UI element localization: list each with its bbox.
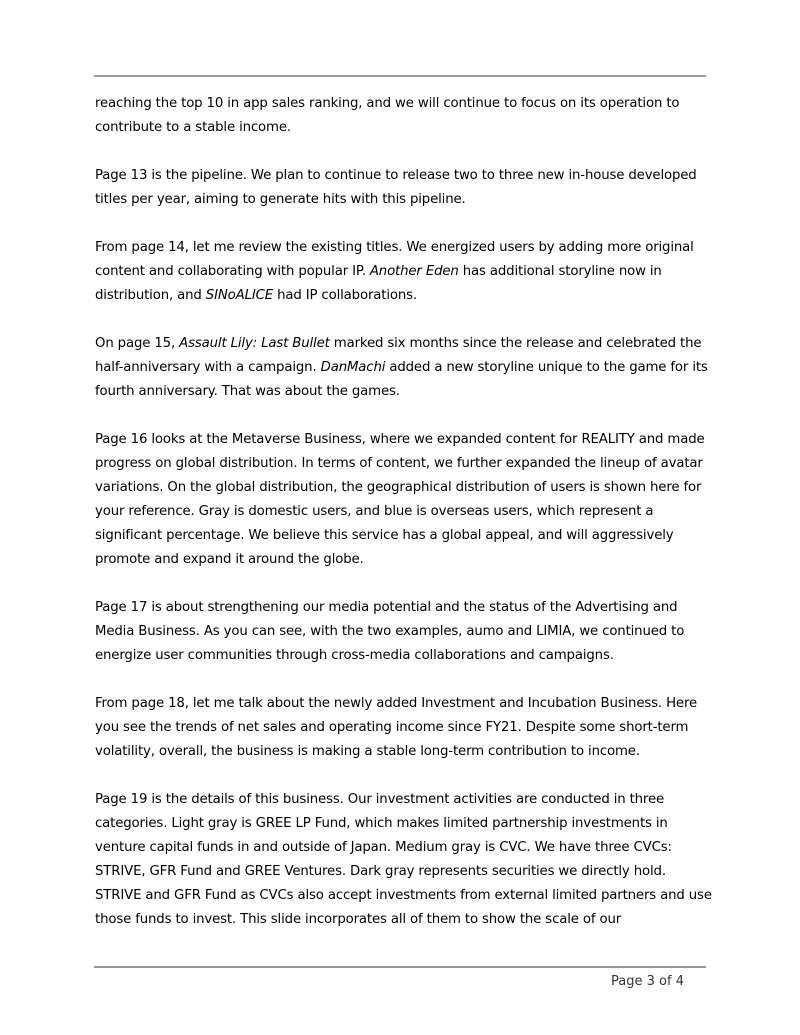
footer-rule xyxy=(94,966,706,968)
text-segment: Page 19 is the details of this business. Our investment activities are conducted in three categories. Light gray is GREE LP Fund, which makes limited partnership investments in venture capital funds in and outside of Japan. Medium gray is CVC. We have three CVCs: STRIVE, GFR Fund and GREE Ventures. Dark gray represents securities we directly hold. STRIVE and GFR Fund as CVCs also accept investments from external limited partners and use those funds to invest. This slide incorporates all of them to show the scale of our xyxy=(95,792,712,927)
paragraph xyxy=(95,164,715,212)
text-segment: has additional storyline now in distribution, and xyxy=(95,264,662,303)
text-segment: marked six months since the release and celebrated the half-anniversary with a campaign. xyxy=(95,336,702,375)
text-segment: From page 18, let me talk about the newly added Investment and Incubation Business. Here you see the trends of net sales and operating income since FY21. Despite some short-term volatility, overall, the business is making a stable long-term contribution to income. xyxy=(95,696,698,759)
text-segment: On page 15, xyxy=(95,336,180,351)
text-segment: reaching the top 10 in app sales ranking, and we will continue to focus on its operation to contribute to a stable income. xyxy=(95,96,680,135)
paragraph xyxy=(95,428,715,572)
text-segment: Page 16 looks at the Metaverse Business, where we expanded content for REALITY and made progress on global distribution. In terms of content, we further expanded the lineup of avatar variations. On the global distribution, the geographical distribution of users is shown here for your reference. Gray is domestic users, and blue is overseas users, which represent a significant percentage. We believe this service has a global appeal, and will aggressively promote and expand it around the globe. xyxy=(95,432,705,567)
title-assault-lily: Assault Lily: Last Bullet xyxy=(179,336,330,351)
paragraph xyxy=(95,596,715,668)
document-page xyxy=(94,0,712,1035)
text-segment: had IP collaborations. xyxy=(273,288,417,303)
paragraph xyxy=(95,236,715,308)
paragraph xyxy=(95,332,715,404)
paragraph xyxy=(95,92,715,140)
document-body xyxy=(95,92,715,956)
paragraph xyxy=(95,788,715,932)
title-danmachi: DanMachi xyxy=(320,360,386,375)
title-another-eden: Another Eden xyxy=(369,264,459,279)
page-number: Page 3 of 4 xyxy=(611,974,684,989)
text-segment: Page 13 is the pipeline. We plan to continue to release two to three new in-house developed titles per year, aiming to generate hits with this pipeline. xyxy=(95,168,697,207)
title-sinoalice: SINoALICE xyxy=(205,288,273,303)
header-rule xyxy=(94,75,706,77)
text-segment: added a new storyline unique to the game for its fourth anniversary. That was about the games. xyxy=(95,360,708,399)
text-segment: From page 14, let me review the existing titles. We energized users by adding more original content and collaborating with popular IP. xyxy=(95,240,694,279)
text-segment: Page 17 is about strengthening our media potential and the status of the Advertising and Media Business. As you can see, with the two examples, aumo and LIMIA, we continued to energize user communities through cross-media collaborations and campaigns. xyxy=(95,600,685,663)
paragraph xyxy=(95,692,715,764)
